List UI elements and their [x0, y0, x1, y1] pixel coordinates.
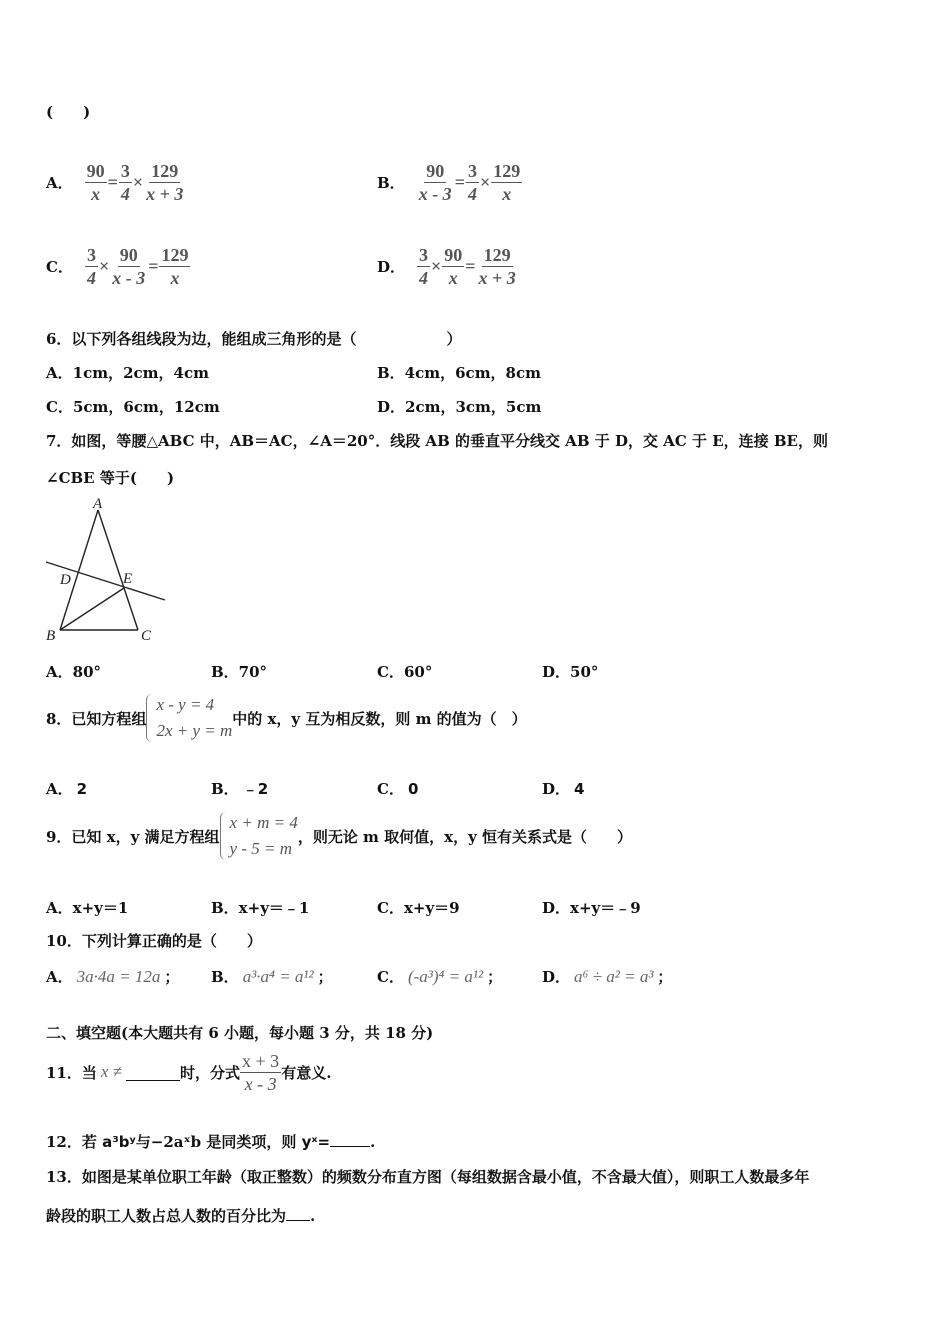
- fraction: $\frac{90}{x}$: [86, 161, 105, 204]
- q6-stem: 6．以下列各组线段为边，能组成三角形的是（ ）: [46, 330, 462, 348]
- option-letter: D．: [377, 258, 406, 276]
- label-c: C: [141, 628, 152, 644]
- option-letter: B．: [377, 174, 405, 192]
- q5-option-d[interactable]: D． $\frac{3}{4}$ × $\frac{90}{x}$ = $\frac{129}{x + 3}$: [377, 245, 516, 288]
- side-ac: [98, 510, 138, 630]
- fraction: $\frac{129}{x}$: [493, 161, 521, 204]
- fraction: $\frac{x + 3}{x - 3}$: [242, 1050, 280, 1094]
- q9-option-c[interactable]: C．x+y＝9: [377, 899, 460, 917]
- q13-stem-line2: 龄段的职工人数占总人数的百分比为 .: [46, 1207, 316, 1225]
- q10-option-b[interactable]: B． a³·a⁴ = a¹² ；: [211, 967, 333, 986]
- q9-stem: 9．已知 x，y 满足方程组 x + m = 4 y - 5 = m ，则无论 m 取何值，x，y 恒有关系式是（ ）: [46, 810, 632, 862]
- q5-stem-tail: ( ): [46, 103, 91, 121]
- q8-stem: 8．已知方程组 x - y = 4 2x + y = m 中的 x，y 互为相反数，则 m 的值为（ ）: [46, 692, 527, 744]
- q10-option-d[interactable]: D． a⁶ ÷ a² = a³ ；: [542, 967, 673, 986]
- q12-stem: 12．若 a³bʸ与−2aˣb 是同类项，则 yˣ= .: [46, 1133, 376, 1151]
- q6-option-b[interactable]: B．4cm，6cm，8cm: [377, 364, 542, 382]
- fraction: $\frac{3}{4}$: [419, 245, 429, 288]
- q8-option-a[interactable]: A． 2: [46, 780, 88, 798]
- q10-option-c[interactable]: C． (-a³)⁴ = a¹² ；: [377, 967, 503, 986]
- q7-option-a[interactable]: A．80°: [46, 663, 102, 681]
- q9-option-b[interactable]: B．x+y＝﹣1: [211, 899, 310, 917]
- q10-option-a[interactable]: A． 3a·4a = 12a ；: [46, 967, 180, 986]
- fraction: $\frac{129}{x + 3}$: [478, 245, 516, 288]
- fraction: $\frac{90}{x - 3}$: [112, 245, 146, 288]
- q5-option-a[interactable]: A． $\frac{90}{x}$ = $\frac{3}{4}$ × $\frac{129}{x + 3}$: [46, 161, 184, 204]
- answer-blank[interactable]: [126, 1064, 180, 1081]
- q7-stem-line1: 7．如图，等腰△ABC 中，AB＝AC，∠A＝20°．线段 AB 的垂直平分线交 AB 于 D，交 AC 于 E，连接 BE，则: [46, 432, 828, 450]
- side-ab: [60, 510, 98, 630]
- answer-blank[interactable]: [330, 1132, 370, 1147]
- triangle-figure: [40, 494, 175, 646]
- equation-system: x - y = 4 2x + y = m: [146, 692, 232, 744]
- q9-option-d[interactable]: D．x+y＝﹣9: [542, 899, 641, 917]
- label-a: A: [93, 496, 103, 512]
- q7-option-d[interactable]: D．50°: [542, 663, 599, 681]
- q10-stem: 10．下列计算正确的是（ ）: [46, 932, 262, 950]
- fraction: $\frac{90}{x}$: [444, 245, 463, 288]
- segment-be: [60, 588, 124, 630]
- q7-option-c[interactable]: C．60°: [377, 663, 433, 681]
- q13-stem-line1: 13．如图是某单位职工年龄（取正整数）的频数分布直方图（每组数据含最小值，不含最大值），则职工人数最多年: [46, 1168, 810, 1186]
- fraction: $\frac{129}{x + 3}$: [146, 161, 184, 204]
- q5-option-c[interactable]: C． $\frac{3}{4}$ × $\frac{90}{x - 3}$ = $\frac{129}{x}$: [46, 245, 189, 288]
- fraction: $\frac{3}{4}$: [467, 161, 477, 204]
- label-e: E: [123, 571, 133, 587]
- q7-stem-line2: ∠CBE 等于( ): [46, 469, 175, 487]
- fraction: $\frac{3}{4}$: [86, 245, 96, 288]
- fraction: $\frac{90}{x - 3}$: [418, 161, 452, 204]
- q6-option-c[interactable]: C．5cm，6cm，12cm: [46, 398, 220, 416]
- label-b: B: [46, 628, 56, 644]
- q11-stem: 11．当 x ≠ 时，分式 $\frac{x + 3}{x - 3}$ 有意义.: [46, 1050, 332, 1094]
- option-letter: C．: [46, 258, 73, 276]
- q6-option-a[interactable]: A．1cm，2cm，4cm: [46, 364, 209, 382]
- label-d: D: [60, 572, 71, 588]
- q9-option-a[interactable]: A．x+y＝1: [46, 899, 129, 917]
- fraction: $\frac{3}{4}$: [120, 161, 130, 204]
- answer-blank[interactable]: [286, 1206, 310, 1221]
- q5-option-b[interactable]: B． $\frac{90}{x - 3}$ = $\frac{3}{4}$ × $\frac{129}{x}$: [377, 161, 521, 204]
- q8-option-d[interactable]: D． 4: [542, 780, 585, 798]
- fraction: $\frac{129}{x}$: [161, 245, 189, 288]
- q8-option-b[interactable]: B． ﹣2: [211, 780, 269, 798]
- equation-system: x + m = 4 y - 5 = m: [220, 810, 298, 862]
- q7-option-b[interactable]: B．70°: [211, 663, 268, 681]
- option-letter: A．: [46, 174, 73, 192]
- q8-option-c[interactable]: C． 0: [377, 780, 419, 798]
- section-heading: 二、填空题(本大题共有 6 小题，每小题 3 分，共 18 分): [46, 1024, 434, 1042]
- q6-option-d[interactable]: D．2cm，3cm，5cm: [377, 398, 542, 416]
